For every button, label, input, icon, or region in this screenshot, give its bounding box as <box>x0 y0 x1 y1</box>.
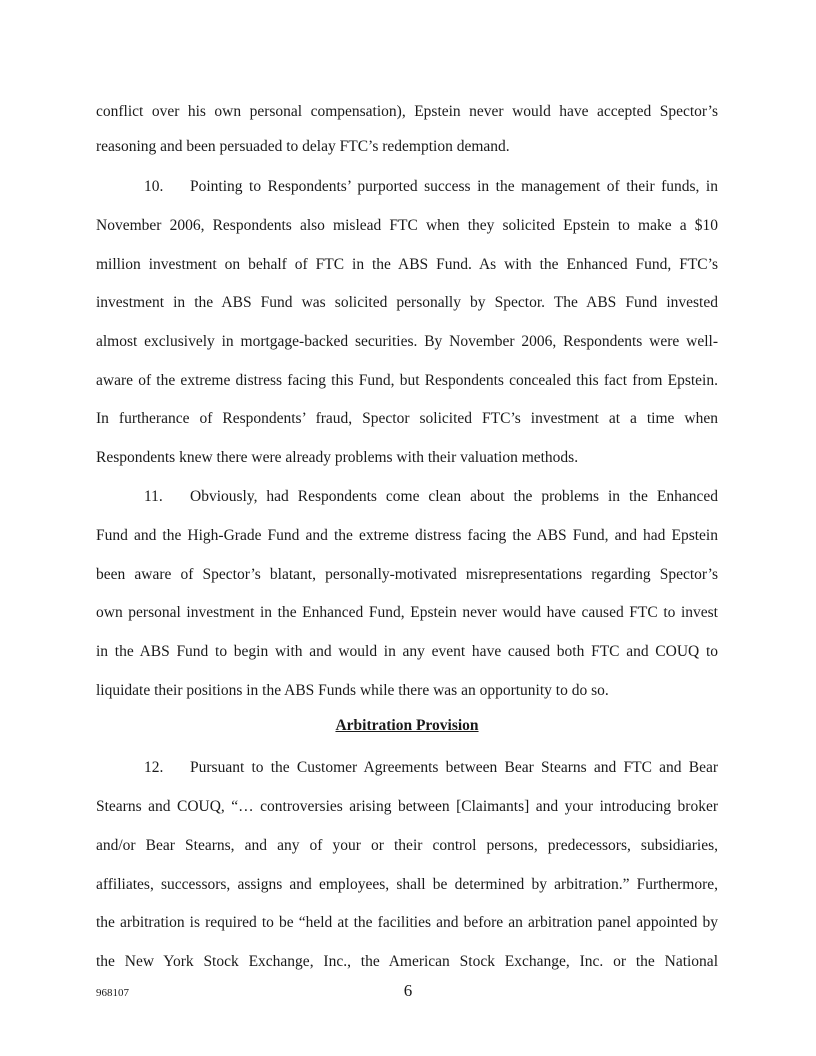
section-heading: Arbitration Provision <box>335 717 479 734</box>
paragraph-11-first-line <box>144 488 718 506</box>
text-line: Stearns and COUQ, “… controversies arising between [Claimants] and your introducing broker <box>96 798 718 815</box>
paragraph-number: 11. <box>144 488 163 505</box>
text-line: the arbitration is required to be “held at the facilities and before an arbitration panel appointed by <box>96 914 718 931</box>
document-id: 968107 <box>96 987 129 999</box>
text-line: million investment on behalf of FTC in the ABS Fund. As with the Enhanced Fund, FTC’s <box>96 256 718 273</box>
text-line: Pointing to Respondents’ purported success in the management of their funds, in <box>190 178 718 195</box>
text-line: affiliates, successors, assigns and employees, shall be determined by arbitration.” Furthermore, <box>96 876 718 893</box>
text-line: the New York Stock Exchange, Inc., the American Stock Exchange, Inc. or the National <box>96 953 718 970</box>
text-line: Obviously, had Respondents come clean about the problems in the Enhanced <box>190 488 718 505</box>
text-line: reasoning and been persuaded to delay FTC’s redemption demand. <box>96 138 510 155</box>
page-number: 6 <box>403 981 413 1000</box>
text-line: conflict over his own personal compensation), Epstein never would have accepted Spector’s <box>96 103 718 120</box>
text-line: own personal investment in the Enhanced Fund, Epstein never would have caused FTC to invest <box>96 604 718 621</box>
text-line: In furtherance of Respondents’ fraud, Spector solicited FTC’s investment at a time when <box>96 410 718 427</box>
paragraph-number: 12. <box>144 759 164 776</box>
text-line: investment in the ABS Fund was solicited personally by Spector. The ABS Fund invested <box>96 294 718 311</box>
text-line: been aware of Spector’s blatant, personally-motivated misrepresentations regarding Spector’s <box>96 566 718 583</box>
text-line: liquidate their positions in the ABS Funds while there was an opportunity to do so. <box>96 682 609 699</box>
text-line: aware of the extreme distress facing this Fund, but Respondents concealed this fact from Epstein. <box>96 372 718 389</box>
text-line: and/or Bear Stearns, and any of your or their control persons, predecessors, subsidiaries, <box>96 837 718 854</box>
text-line: Pursuant to the Customer Agreements between Bear Stearns and FTC and Bear <box>190 759 718 776</box>
paragraph-number: 10. <box>144 178 164 195</box>
paragraph-12-first-line <box>144 759 718 777</box>
text-line: Respondents knew there were already problems with their valuation methods. <box>96 449 579 466</box>
text-line: Fund and the High-Grade Fund and the extreme distress facing the ABS Fund, and had Epstein <box>96 527 718 544</box>
text-line: November 2006, Respondents also mislead FTC when they solicited Epstein to make a $10 <box>96 217 718 234</box>
text-line: in the ABS Fund to begin with and would in any event have caused both FTC and COUQ to <box>96 643 718 660</box>
paragraph-10-first-line <box>144 178 718 196</box>
text-line: almost exclusively in mortgage-backed securities. By November 2006, Respondents were well- <box>96 333 718 350</box>
